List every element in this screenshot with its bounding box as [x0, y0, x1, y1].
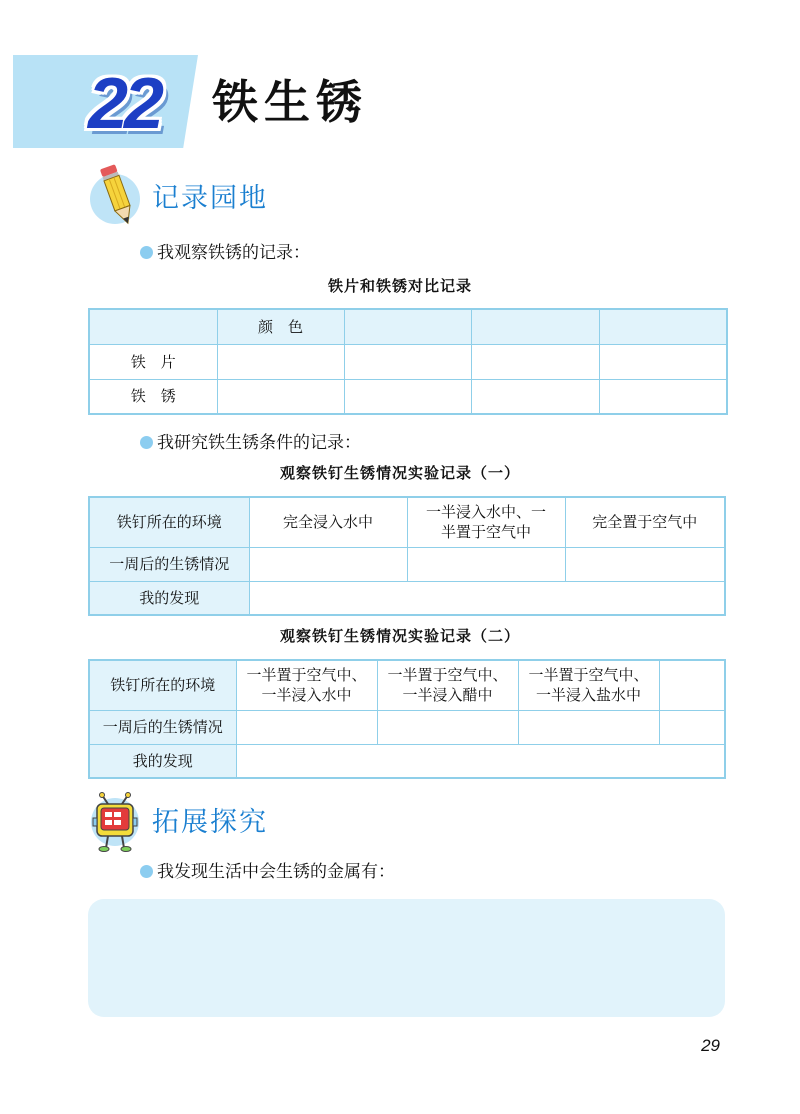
bullet-research [140, 431, 361, 455]
row-label-week: 一周后的生锈情况 [89, 710, 236, 744]
condition-cell: 完全置于空气中 [565, 497, 725, 547]
condition-cell: 完全浸入水中 [249, 497, 407, 547]
row-label-finding: 我的发现 [89, 581, 249, 615]
table1-header-cell [599, 309, 727, 344]
table3-header-row [89, 660, 725, 710]
bullet-metals [140, 860, 395, 884]
robot-tv-icon [88, 792, 146, 854]
table1-header-cell [89, 309, 217, 344]
table2-caption: 观察铁钉生锈情况实验记录（一） [279, 464, 520, 482]
table1-header-cell [344, 309, 471, 344]
table2-header-row [89, 497, 725, 547]
section-title-extend: 拓展探究 [152, 807, 268, 838]
table1-header-row [89, 309, 727, 344]
answer-cell[interactable] [217, 344, 344, 379]
answer-cell[interactable] [565, 547, 725, 581]
condition-cell: 一半置于空气中、一半浸入水中 [236, 660, 377, 710]
env-label: 铁钉所在的环境 [89, 660, 236, 710]
bullet-dot [140, 865, 153, 878]
table-row [89, 710, 725, 744]
answer-cell[interactable] [471, 379, 599, 414]
table-row [89, 744, 725, 778]
pencil-icon [88, 163, 148, 229]
answer-cell[interactable] [249, 547, 407, 581]
bullet-observe [140, 241, 310, 265]
table-nail-experiment-1 [88, 496, 726, 616]
bullet-metals-text: 我发现生活中会生锈的金属有： [157, 862, 395, 882]
table3-caption: 观察铁钉生锈情况实验记录（二） [279, 627, 520, 645]
answer-cell[interactable] [471, 344, 599, 379]
condition-cell [659, 660, 725, 710]
answer-cell[interactable] [377, 710, 518, 744]
bullet-dot [140, 246, 153, 259]
lesson-number: 22 [88, 64, 161, 144]
row-label-finding: 我的发现 [89, 744, 236, 778]
env-label: 铁钉所在的环境 [89, 497, 249, 547]
answer-cell[interactable] [344, 344, 471, 379]
lesson-title: 铁生锈 [212, 75, 368, 129]
table-iron-vs-rust [88, 308, 728, 415]
answer-cell[interactable] [599, 379, 727, 414]
bullet-observe-text: 我观察铁锈的记录： [157, 243, 310, 263]
answer-cell[interactable] [659, 710, 725, 744]
table1-header-color: 颜 色 [217, 309, 344, 344]
table1-caption: 铁片和铁锈对比记录 [327, 277, 472, 295]
table-nail-experiment-2 [88, 659, 726, 779]
bullet-research-text: 我研究铁生锈条件的记录： [157, 433, 361, 453]
answer-box[interactable] [88, 899, 725, 1017]
answer-cell[interactable] [407, 547, 565, 581]
condition-cell: 一半置于空气中、一半浸入盐水中 [518, 660, 659, 710]
row-label-week: 一周后的生锈情况 [89, 547, 249, 581]
answer-cell[interactable] [236, 744, 725, 778]
answer-cell[interactable] [249, 581, 725, 615]
row-label-iron: 铁 片 [89, 344, 217, 379]
answer-cell[interactable] [217, 379, 344, 414]
table-row [89, 379, 727, 414]
row-label-rust: 铁 锈 [89, 379, 217, 414]
table-row [89, 344, 727, 379]
answer-cell[interactable] [344, 379, 471, 414]
answer-cell[interactable] [599, 344, 727, 379]
page-number: 29 [701, 1036, 720, 1055]
table1-header-cell [471, 309, 599, 344]
bullet-dot [140, 436, 153, 449]
section-title-record: 记录园地 [152, 183, 268, 214]
table-row [89, 581, 725, 615]
table-row [89, 547, 725, 581]
answer-cell[interactable] [518, 710, 659, 744]
condition-cell: 一半置于空气中、一半浸入醋中 [377, 660, 518, 710]
condition-cell: 一半浸入水中、一半置于空气中 [407, 497, 565, 547]
answer-cell[interactable] [236, 710, 377, 744]
